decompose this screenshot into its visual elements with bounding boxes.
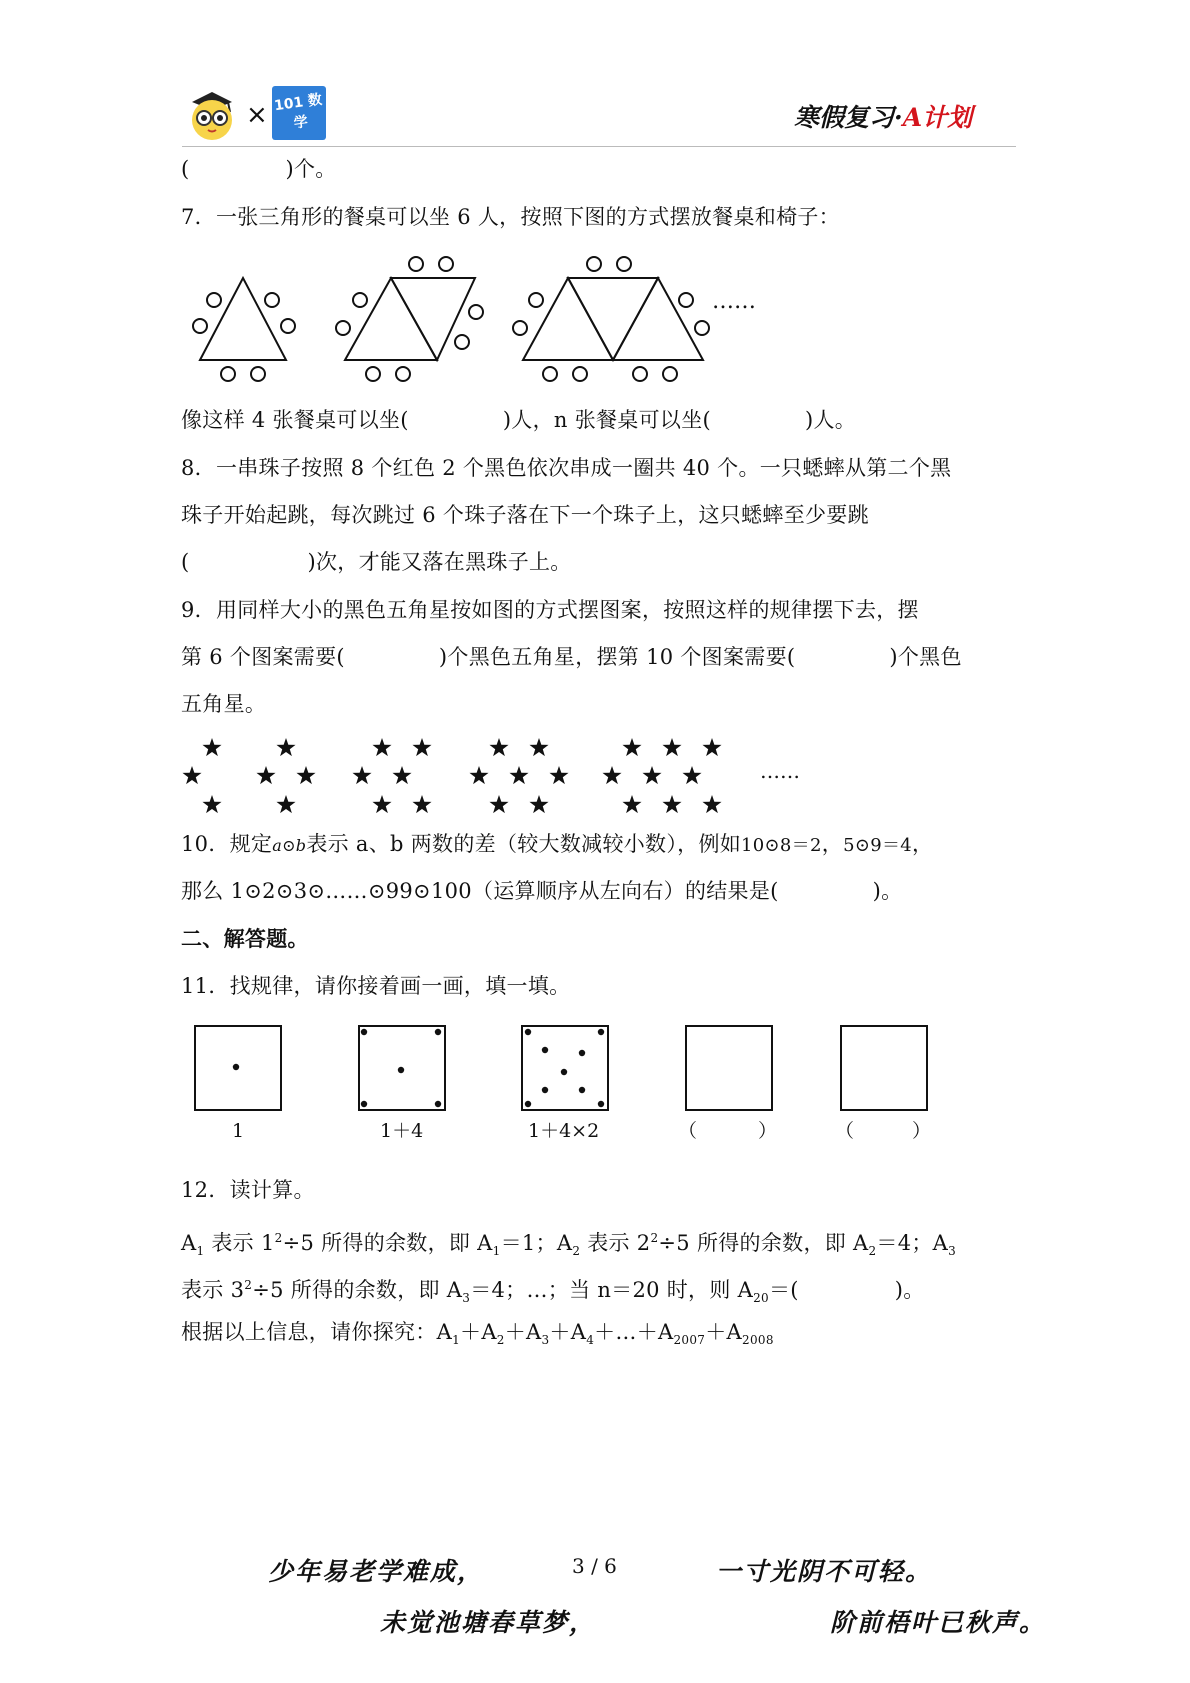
chair-icon: [573, 367, 587, 381]
q12-title: 12．读计算。: [181, 1178, 315, 1202]
q12-line2: 表示 $3^2\div 5$ 所得的余数，即 $A_3=4$；…；当 n＝20 时，则 $A_{20}=$( )。: [181, 1278, 925, 1306]
star-icon: [529, 795, 548, 813]
triangle-tables-figure: [180, 248, 780, 388]
star-icon: [622, 738, 641, 756]
header-divider: [182, 146, 1016, 147]
footer-poem-1: 少年易老学难成，: [268, 1557, 485, 1586]
star-icon: [202, 738, 221, 756]
chair-icon: [455, 335, 469, 349]
square-label-open: （: [835, 1120, 855, 1142]
star-icon: [202, 795, 221, 813]
square-label: 1＋4×2: [528, 1120, 600, 1142]
star-icon: [182, 766, 201, 784]
dot: [435, 1029, 441, 1035]
chair-icon: [336, 321, 350, 335]
chair-icon: [366, 367, 380, 381]
dot: [542, 1087, 548, 1093]
q6-tail: ( )个。: [181, 157, 337, 181]
star-patterns-figure: [172, 730, 832, 820]
square-label: 1: [232, 1120, 245, 1142]
dot: [361, 1029, 367, 1035]
dot: [525, 1101, 531, 1107]
square-label-close: ）: [758, 1120, 778, 1142]
math-101-logo-icon: [272, 86, 326, 140]
star-icon: [412, 738, 431, 756]
chair-icon: [221, 367, 235, 381]
dot: [561, 1069, 567, 1075]
dot: [435, 1101, 441, 1107]
q10-line1: 10．规定a⊙b表示 a、b 两数的差（较大数减较小数），例如10⊙8＝2，5⊙9＝4，: [181, 832, 934, 856]
brand-title: 寒假复习·: [794, 103, 903, 132]
page-number: 3 / 6: [572, 1554, 617, 1578]
star-icon: [276, 795, 295, 813]
star-icon: [392, 766, 411, 784]
q7-ellipsis: ……: [712, 289, 756, 314]
footer-poem-2: 一寸光阴不可轻。: [716, 1557, 933, 1586]
q11-stem: 11．找规律，请你接着画一画，填一填。: [181, 974, 571, 998]
dot: [233, 1064, 239, 1070]
star-icon: [702, 738, 721, 756]
star-icon: [642, 766, 661, 784]
square-box: [686, 1026, 772, 1110]
star-icon: [372, 738, 391, 756]
chair-icon: [663, 367, 677, 381]
star-icon: [529, 738, 548, 756]
q9-ellipsis: ……: [760, 759, 800, 783]
q8-line3: ( )次，才能又落在黑珠子上。: [181, 550, 572, 574]
q12-line1: $A_1$ 表示 $1^2\div 5$ 所得的余数，即 $A_1=1$；$A_2$ 表示 $2^2\div 5$ 所得的余数，即 $A_2=4$；$A_3$: [181, 1231, 957, 1259]
dot: [579, 1050, 585, 1056]
star-icon: [509, 766, 528, 784]
star-icon: [372, 795, 391, 813]
footer-poem-4: 阶前梧叶已秋声。: [830, 1608, 1047, 1637]
dot: [542, 1047, 548, 1053]
chair-icon: [207, 293, 221, 307]
star-icon: [682, 766, 701, 784]
times-icon: ×: [246, 100, 268, 130]
dot: [398, 1067, 404, 1073]
chair-icon: [617, 257, 631, 271]
star-icon: [662, 795, 681, 813]
q9-line2: 第 6 个图案需要( )个黑色五角星，摆第 10 个图案需要( )个黑色: [181, 645, 962, 669]
star-icon: [622, 795, 641, 813]
square-box: [841, 1026, 927, 1110]
q9-line3: 五角星。: [181, 692, 267, 716]
dot: [525, 1029, 531, 1035]
dot: [598, 1029, 604, 1035]
chair-icon: [251, 367, 265, 381]
chair-icon: [409, 257, 423, 271]
q8-line2: 珠子开始起跳，每次跳过 6 个珠子落在下一个珠子上，这只蟋蟀至少要跳: [181, 503, 869, 527]
star-icon: [662, 738, 681, 756]
table-triangle: [568, 278, 658, 360]
star-icon: [296, 766, 315, 784]
table-triangle: [391, 278, 475, 360]
star-icon: [702, 795, 721, 813]
star-icon: [469, 766, 488, 784]
star-icon: [412, 795, 431, 813]
q7-stem: 7．一张三角形的餐桌可以坐 6 人，按照下图的方式摆放餐桌和椅子：: [181, 205, 840, 229]
footer-poem-3: 未觉池塘春草梦，: [380, 1608, 597, 1637]
square-label: 1＋4: [380, 1120, 424, 1142]
section-title: 二、解答题。: [181, 926, 309, 951]
square-label-open: （: [678, 1120, 698, 1142]
q8-line1: 8．一串珠子按照 8 个红色 2 个黑色依次串成一圈共 40 个。一只蟋蟀从第二个黑: [181, 456, 952, 480]
q12-line3: 根据以上信息，请你探究：$A_1+A_2+A_3+A_4+\dots+A_{2007}+A_{2008}$: [181, 1320, 774, 1348]
dot: [361, 1101, 367, 1107]
chair-icon: [439, 257, 453, 271]
chair-icon: [193, 319, 207, 333]
q10-expr: a⊙b: [272, 836, 307, 855]
chair-icon: [469, 305, 483, 319]
table-triangle: [523, 278, 613, 360]
star-icon: [276, 738, 295, 756]
chair-icon: [281, 319, 295, 333]
header-brand: [794, 98, 972, 134]
chair-icon: [543, 367, 557, 381]
chair-icon: [695, 321, 709, 335]
table-triangle: [613, 278, 703, 360]
star-icon: [549, 766, 568, 784]
chair-icon: [396, 367, 410, 381]
owl-logo-icon: [184, 86, 240, 146]
table-triangle: [345, 278, 437, 360]
chair-icon: [265, 293, 279, 307]
table-triangle: [200, 278, 286, 360]
q9-line1: 9．用同样大小的黑色五角星按如图的方式摆图案，按照这样的规律摆下去，摆: [181, 598, 919, 622]
star-icon: [352, 766, 371, 784]
chair-icon: [633, 367, 647, 381]
chair-icon: [679, 293, 693, 307]
dot: [598, 1101, 604, 1107]
q10-line2: 那么 1⊙2⊙3⊙……⊙99⊙100（运算顺序从左向右）的结果是( )。: [181, 879, 903, 903]
brand-plan: A计划: [902, 103, 973, 132]
square-box: [522, 1026, 608, 1110]
chair-icon: [353, 293, 367, 307]
math-101-logo-text: 101 数学: [273, 91, 324, 132]
square-label-close: ）: [912, 1120, 932, 1142]
chair-icon: [513, 321, 527, 335]
star-icon: [489, 795, 508, 813]
q7-ask: 像这样 4 张餐桌可以坐( )人，n 张餐桌可以坐( )人。: [181, 408, 857, 432]
dot: [579, 1087, 585, 1093]
chair-icon: [587, 257, 601, 271]
star-icon: [489, 738, 508, 756]
dot-squares-figure: [180, 1020, 940, 1150]
star-icon: [602, 766, 621, 784]
chair-icon: [529, 293, 543, 307]
star-icon: [256, 766, 275, 784]
